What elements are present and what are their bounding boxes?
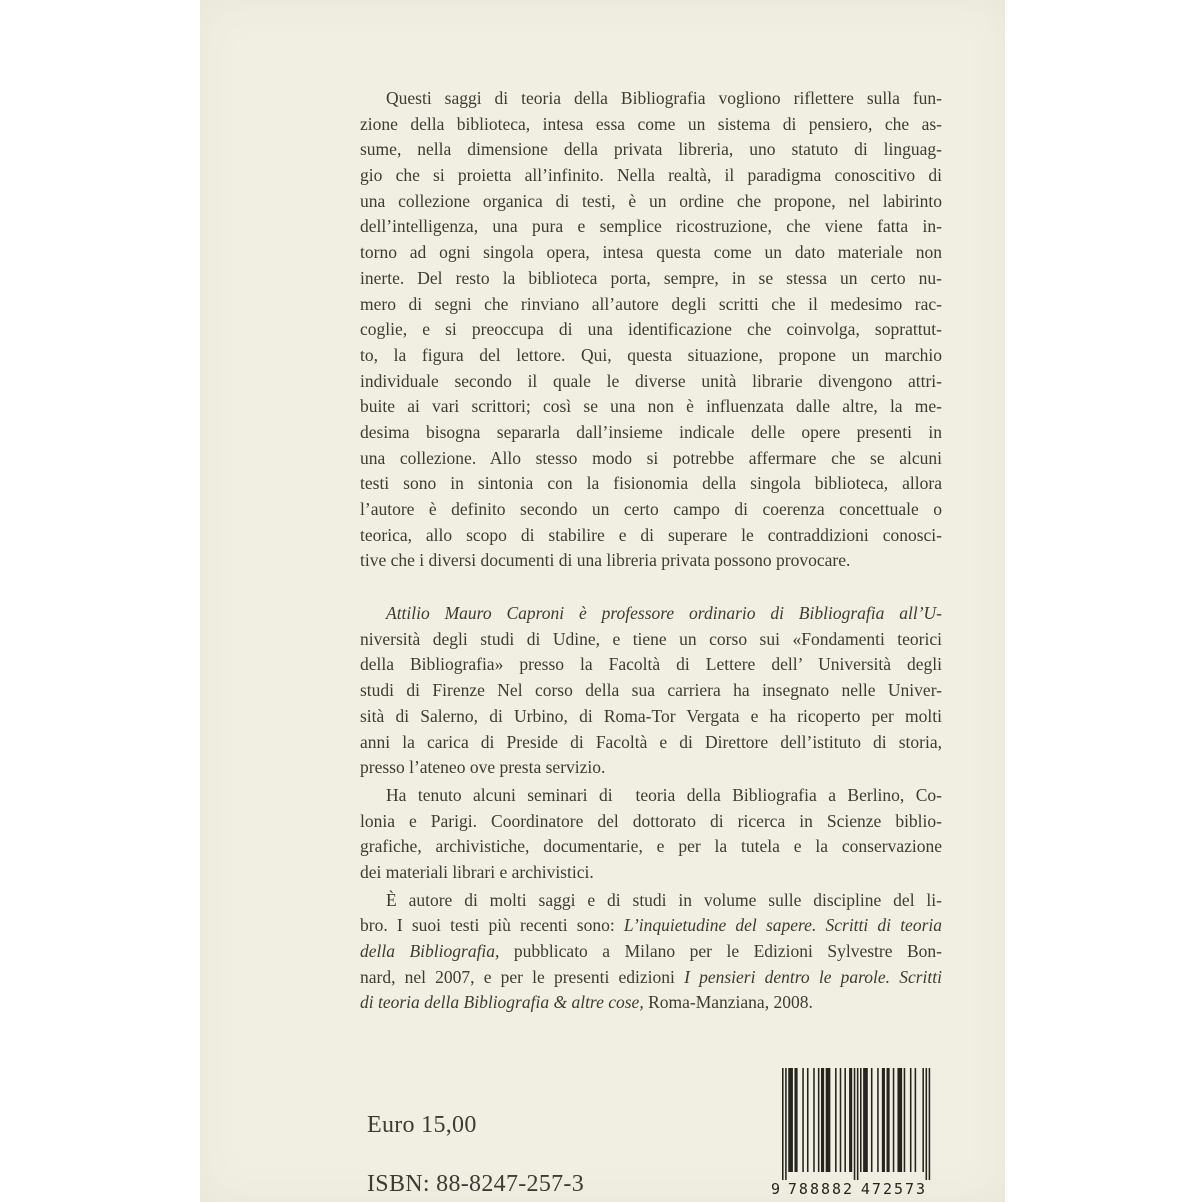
text-run: individuale secondo il quale le diverse unità librarie divengono attri- <box>360 370 942 391</box>
text-line <box>360 266 942 292</box>
text-run: inerte. Del resto la biblioteca porta, sempre, in se stessa un certo nu- <box>360 267 942 288</box>
text-run: buite ai vari scrittori; così se una non è influenzata dalle altre, la me- <box>360 396 942 417</box>
text-run: studi di Firenze Nel corso della sua carriera ha insegnato nelle Univer- <box>360 680 942 701</box>
text-line <box>360 601 942 627</box>
text-line <box>360 163 942 189</box>
text-line <box>360 523 942 549</box>
text-line <box>360 990 942 1016</box>
text-line <box>360 189 942 215</box>
text-run: grafiche, archivistiche, documentarie, e per la tutela e la conservazione <box>360 836 942 857</box>
text-line <box>360 834 942 860</box>
ean13-barcode-icon <box>770 1066 942 1198</box>
text-line <box>360 627 942 653</box>
ean13-barcode <box>770 1066 942 1198</box>
text-run: lonia e Parigi. Coordinatore del dottorato di ricerca in Scienze biblio- <box>360 810 942 831</box>
paragraph <box>360 601 942 781</box>
text-line <box>360 343 942 369</box>
text-line <box>360 240 942 266</box>
text-run: teorica, allo scopo di stabilire e di superare le contraddizioni conosci- <box>360 524 942 545</box>
isbn-label: ISBN: 88-8247-257-3 <box>367 1171 585 1197</box>
text-run: di teoria della Bibliografia & altre cose, <box>360 992 644 1013</box>
text-line <box>360 783 942 809</box>
paragraph <box>360 86 942 574</box>
price-label: Euro 15,00 <box>367 1112 477 1138</box>
text-run: bro. I suoi testi più recenti sono: <box>360 915 624 936</box>
paragraph <box>360 888 942 1016</box>
text-line <box>360 730 942 756</box>
text-run: della Bibliografia, <box>360 941 500 961</box>
text-line <box>360 548 942 574</box>
text-run: Attilio Mauro Caproni è professore ordinario di Bibliografia all’U- <box>386 603 942 624</box>
text-run: dei materiali librari e archivistici. <box>360 861 594 882</box>
text-line <box>360 888 942 914</box>
text-line <box>360 394 942 420</box>
text-run: presso l’ateneo ove presta servizio. <box>360 757 606 778</box>
text-run: Questi saggi di teoria della Bibliografia vogliono riflettere sulla fun- <box>386 88 942 108</box>
text-run: pubblicato a Milano per le Edizioni Sylvestre Bon- <box>499 941 942 961</box>
text-run: sità di Salerno, di Urbino, di Roma-Tor Vergata e ha ricoperto per molti <box>360 705 942 726</box>
text-run: coglie, e si preoccupa di una identificazione che coinvolga, soprattut- <box>360 319 942 340</box>
barcode-digit-group: 788882 <box>787 1180 855 1198</box>
text-line <box>360 86 942 112</box>
text-run: una collezione. Allo stesso modo si potrebbe affermare che se alcuni <box>360 447 942 468</box>
text-line <box>360 965 942 991</box>
text-run: l’autore è definito secondo un certo campo di coerenza concettuale o <box>360 499 942 519</box>
barcode-digit-group: 9 <box>771 1180 783 1198</box>
text-run: L’inquietudine del sapere. Scritti di teoria <box>623 915 942 936</box>
text-run: Ha tenuto alcuni seminari di teoria della Bibliografia a Berlino, Co- <box>386 784 942 805</box>
text-line <box>360 369 942 395</box>
text-run: desima bisogna separarla dall’insieme indicale delle opere presenti in <box>360 421 942 442</box>
text-line <box>360 755 942 781</box>
text-line <box>360 137 942 163</box>
text-line <box>360 446 942 472</box>
text-run: I pensieri dentro le parole. Scritti <box>684 966 942 987</box>
book-back-cover <box>200 0 1005 1202</box>
text-run: È autore di molti saggi e di studi in volume sulle discipline del li- <box>386 889 942 910</box>
text-run: to, la figura del lettore. Qui, questa situazione, propone un marchio <box>360 344 942 365</box>
paragraph <box>360 783 942 886</box>
barcode-digit-group: 472573 <box>860 1180 928 1198</box>
text-run: anni la carica di Preside di Facoltà e di Direttore dell’istituto di storia, <box>360 731 942 752</box>
text-line <box>360 214 942 240</box>
text-run: della Bibliografia» presso la Facoltà di Lettere dell’ Università degli <box>360 654 942 675</box>
text-line <box>360 497 942 523</box>
text-run: zione della biblioteca, intesa essa come un sistema di pensiero, che as- <box>360 113 942 134</box>
text-line <box>360 420 942 446</box>
text-line <box>360 652 942 678</box>
text-line <box>360 112 942 138</box>
text-line <box>360 913 942 939</box>
text-line <box>360 860 942 886</box>
text-run: testi sono in sintonia con la fisionomia della singola biblioteca, allora <box>360 473 942 494</box>
text-run: nard, nel 2007, e per le presenti edizioni <box>360 966 685 987</box>
text-line <box>360 317 942 343</box>
text-line <box>360 809 942 835</box>
text-run: sume, nella dimensione della privata libreria, uno statuto di linguag- <box>360 139 942 160</box>
text-line <box>360 939 942 965</box>
text-run: niversità degli studi di Udine, e tiene un corso sui «Fondamenti teorici <box>360 628 942 649</box>
text-run: dell’intelligenza, una pura e semplice ricostruzione, che viene fatta in- <box>360 216 942 237</box>
text-run: Roma-Manziana, 2008. <box>643 992 813 1013</box>
text-line <box>360 704 942 730</box>
text-run: gio che si proietta all’infinito. Nella realtà, il paradigma conoscitivo di <box>360 165 942 186</box>
text-line <box>360 678 942 704</box>
text-line <box>360 471 942 497</box>
body-text <box>360 84 942 1016</box>
text-run: una collezione organica di testi, è un ordine che propone, nel labirinto <box>360 190 942 211</box>
text-run: torno ad ogni singola opera, intesa questa come un dato materiale non <box>360 242 942 263</box>
text-line <box>360 292 942 318</box>
text-run: tive che i diversi documenti di una libreria privata possono provocare. <box>360 550 851 571</box>
text-run: mero di segni che rinviano all’autore degli scritti che il medesimo rac- <box>360 293 942 314</box>
